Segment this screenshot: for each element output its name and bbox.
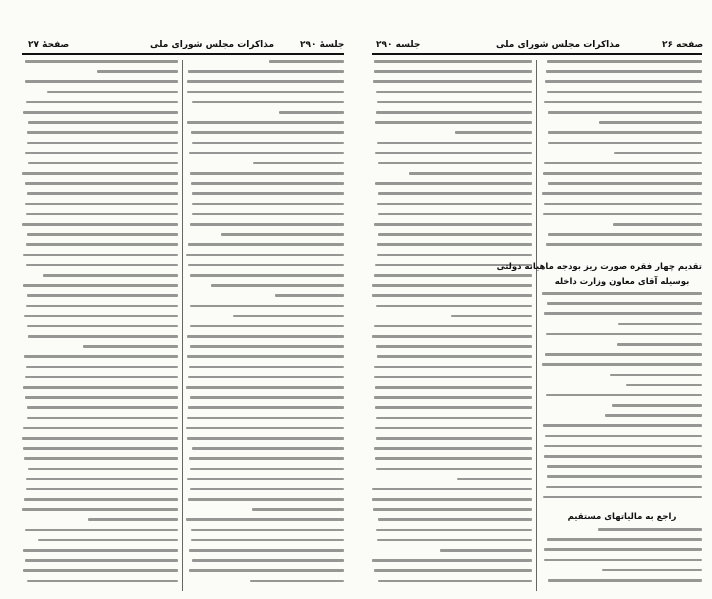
text-line: [23, 111, 178, 114]
text-line: [546, 486, 702, 489]
text-line: [375, 152, 532, 155]
text-line: [376, 345, 532, 348]
text-line: [626, 384, 702, 387]
text-line: [375, 182, 532, 185]
text-line: [25, 60, 178, 63]
text-line: [374, 325, 532, 328]
text-line: [374, 569, 532, 572]
text-line: [187, 335, 344, 338]
text-line: [373, 508, 532, 511]
text-line: [374, 376, 532, 379]
text-line: [22, 508, 178, 511]
text-line: [190, 305, 344, 308]
text-line: [25, 376, 178, 379]
text-line: [22, 172, 178, 175]
text-line: [191, 529, 344, 532]
text-line: [544, 559, 702, 562]
text-line: [547, 60, 702, 63]
text-line: [378, 233, 532, 236]
text-line: [612, 404, 702, 407]
text-line: [378, 162, 532, 165]
text-line: [24, 457, 178, 460]
text-line: [374, 396, 532, 399]
text-line: [544, 203, 702, 206]
text-line: [26, 305, 178, 308]
text-line: [26, 213, 178, 216]
text-line: [546, 394, 702, 397]
text-line: [28, 335, 178, 338]
text-line: [372, 294, 532, 297]
text-line: [372, 284, 532, 287]
text-line: [190, 274, 344, 277]
text-line: [378, 213, 532, 216]
text-line: [27, 406, 178, 409]
text-line: [188, 376, 344, 379]
text-line: [221, 233, 344, 236]
text-line: [186, 386, 344, 389]
text-line: [189, 457, 344, 460]
text-line: [374, 223, 532, 226]
text-line: [543, 213, 702, 216]
text-line: [88, 518, 178, 521]
text-line: [376, 417, 532, 420]
text-line: [24, 498, 178, 501]
text-line: [372, 335, 532, 338]
text-line: [375, 457, 532, 460]
text-line: [192, 192, 344, 195]
text-line: [617, 343, 702, 346]
text-line: [374, 70, 532, 73]
text-line: [548, 111, 702, 114]
text-line: [186, 254, 344, 257]
text-line: [189, 366, 344, 369]
text-line: [542, 192, 702, 195]
text-line: [599, 121, 702, 124]
text-line: [377, 254, 532, 257]
text-line: [374, 447, 532, 450]
text-line: [191, 182, 344, 185]
text-line: [187, 478, 344, 481]
running-title: مذاکرات مجلس شورای ملی: [150, 40, 275, 50]
text-line: [545, 80, 702, 83]
text-line: [23, 447, 178, 450]
text-line: [192, 203, 344, 206]
text-column-right-middle: [542, 292, 702, 509]
text-line: [545, 435, 702, 438]
text-line: [548, 233, 702, 236]
session-number: جلسه ۲۹۰: [376, 40, 421, 50]
text-line: [373, 80, 532, 83]
text-line: [27, 294, 178, 297]
text-line: [375, 121, 532, 124]
text-line: [252, 508, 344, 511]
text-line: [192, 213, 344, 216]
text-line: [543, 424, 702, 427]
section-heading: راجع به مالیاتهای مستقیم: [567, 512, 677, 522]
text-line: [375, 386, 532, 389]
text-line: [189, 549, 344, 552]
text-line: [376, 91, 532, 94]
text-line: [188, 264, 344, 267]
text-line: [26, 101, 178, 104]
text-line: [451, 315, 532, 318]
text-line: [47, 91, 178, 94]
text-line: [189, 152, 344, 155]
text-line: [25, 182, 178, 185]
text-line: [22, 437, 178, 440]
text-line: [546, 70, 702, 73]
text-line: [24, 355, 178, 358]
text-line: [377, 243, 532, 246]
text-line: [378, 192, 532, 195]
text-line: [377, 203, 532, 206]
header-rule: [372, 53, 702, 55]
page-number: صفحهٔ ۲۷: [28, 40, 70, 50]
text-line: [27, 233, 178, 236]
text-line: [25, 80, 178, 83]
page-number: صفحه ۲۶: [662, 40, 704, 50]
text-line: [374, 366, 532, 369]
text-line: [372, 559, 532, 562]
text-line: [374, 274, 532, 277]
text-line: [27, 131, 178, 134]
text-line: [376, 437, 532, 440]
text-line: [377, 539, 532, 542]
text-column-left: [22, 60, 178, 593]
text-line: [372, 498, 532, 501]
text-line: [376, 111, 532, 114]
text-line: [25, 529, 178, 532]
text-line: [27, 325, 178, 328]
session-number: جلسهٔ ۲۹۰: [300, 40, 345, 50]
text-line: [187, 91, 344, 94]
text-line: [253, 162, 344, 165]
text-line: [233, 315, 344, 318]
text-line: [26, 264, 178, 267]
text-line: [190, 172, 344, 175]
text-line: [26, 366, 178, 369]
text-line: [187, 417, 344, 420]
text-line: [187, 121, 344, 124]
text-line: [25, 559, 178, 562]
text-line: [192, 101, 344, 104]
text-line: [457, 478, 532, 481]
text-line: [25, 203, 178, 206]
text-line: [544, 162, 702, 165]
text-line: [375, 406, 532, 409]
text-line: [24, 315, 178, 318]
text-line: [188, 498, 344, 501]
text-line: [28, 468, 178, 471]
text-line: [188, 70, 344, 73]
text-line: [190, 223, 344, 226]
text-line: [192, 447, 344, 450]
text-line: [186, 518, 344, 521]
text-line: [187, 355, 344, 358]
text-line: [38, 539, 178, 542]
text-line: [378, 518, 532, 521]
text-line: [190, 488, 344, 491]
text-line: [376, 529, 532, 532]
text-line: [188, 406, 344, 409]
text-line: [545, 353, 702, 356]
text-line: [26, 243, 178, 246]
text-line: [548, 579, 702, 582]
text-line: [28, 162, 178, 165]
text-line: [542, 363, 702, 366]
text-line: [27, 417, 178, 420]
text-column-right: [186, 60, 344, 593]
text-line: [376, 468, 532, 471]
text-line: [279, 111, 344, 114]
text-line: [190, 325, 344, 328]
text-column-right-top: [542, 60, 702, 259]
text-line: [250, 580, 344, 583]
text-line: [190, 468, 344, 471]
text-line: [190, 396, 344, 399]
text-line: [375, 427, 532, 430]
text-line: [440, 549, 532, 552]
text-line: [275, 294, 344, 297]
text-line: [543, 172, 702, 175]
right-page: [362, 0, 712, 599]
text-line: [22, 223, 178, 226]
text-line: [26, 488, 178, 491]
text-line: [23, 254, 178, 257]
text-line: [23, 549, 178, 552]
text-column-right-bottom: [542, 528, 702, 593]
text-line: [598, 528, 702, 531]
text-line: [26, 478, 178, 481]
text-line: [614, 152, 702, 155]
text-line: [189, 569, 344, 572]
text-line: [409, 172, 532, 175]
text-line: [27, 142, 178, 145]
text-line: [374, 60, 532, 63]
text-line: [548, 142, 702, 145]
text-line: [23, 386, 178, 389]
text-line: [613, 223, 702, 226]
text-line: [544, 445, 702, 448]
text-line: [27, 192, 178, 195]
text-line: [188, 243, 344, 246]
text-line: [191, 539, 344, 542]
text-line: [83, 345, 178, 348]
column-divider: [182, 60, 183, 591]
text-line: [27, 580, 178, 583]
text-line: [377, 101, 532, 104]
text-line: [25, 152, 178, 155]
text-line: [97, 70, 178, 73]
text-line: [547, 465, 702, 468]
text-line: [546, 333, 702, 336]
text-column-left: [372, 60, 532, 593]
text-line: [23, 569, 178, 572]
text-line: [610, 374, 702, 377]
text-line: [547, 475, 702, 478]
text-line: [372, 488, 532, 491]
running-title: مذاکرات مجلس شورای ملی: [496, 40, 621, 50]
text-line: [547, 91, 702, 94]
text-line: [455, 131, 532, 134]
text-line: [605, 414, 702, 417]
text-line: [376, 305, 532, 308]
text-line: [43, 274, 178, 277]
text-line: [191, 131, 344, 134]
text-line: [23, 284, 178, 287]
text-line: [192, 559, 344, 562]
column-divider: [536, 60, 537, 591]
text-line: [544, 455, 702, 458]
text-line: [546, 243, 702, 246]
text-line: [544, 312, 702, 315]
text-line: [186, 427, 344, 430]
text-line: [187, 437, 344, 440]
text-line: [190, 345, 344, 348]
section-heading: تقدیم چهار فقره صورت ریز بودجه ماهیانه دولتی: [496, 262, 702, 272]
text-line: [378, 580, 532, 583]
text-line: [542, 292, 702, 295]
text-line: [547, 302, 702, 305]
text-line: [547, 538, 702, 541]
text-line: [548, 182, 702, 185]
header-rule: [22, 53, 344, 55]
text-line: [602, 569, 702, 572]
text-line: [618, 323, 702, 326]
text-line: [192, 142, 344, 145]
text-line: [377, 355, 532, 358]
text-line: [23, 427, 178, 430]
text-line: [25, 396, 178, 399]
text-line: [544, 101, 702, 104]
text-line: [544, 548, 702, 551]
text-line: [269, 60, 344, 63]
text-line: [28, 121, 178, 124]
text-line: [211, 284, 344, 287]
text-line: [187, 80, 344, 83]
text-line: [543, 496, 702, 499]
section-subheading: بوسیله آقای معاون وزارت داخله: [554, 277, 690, 287]
text-line: [548, 131, 702, 134]
text-line: [377, 142, 532, 145]
